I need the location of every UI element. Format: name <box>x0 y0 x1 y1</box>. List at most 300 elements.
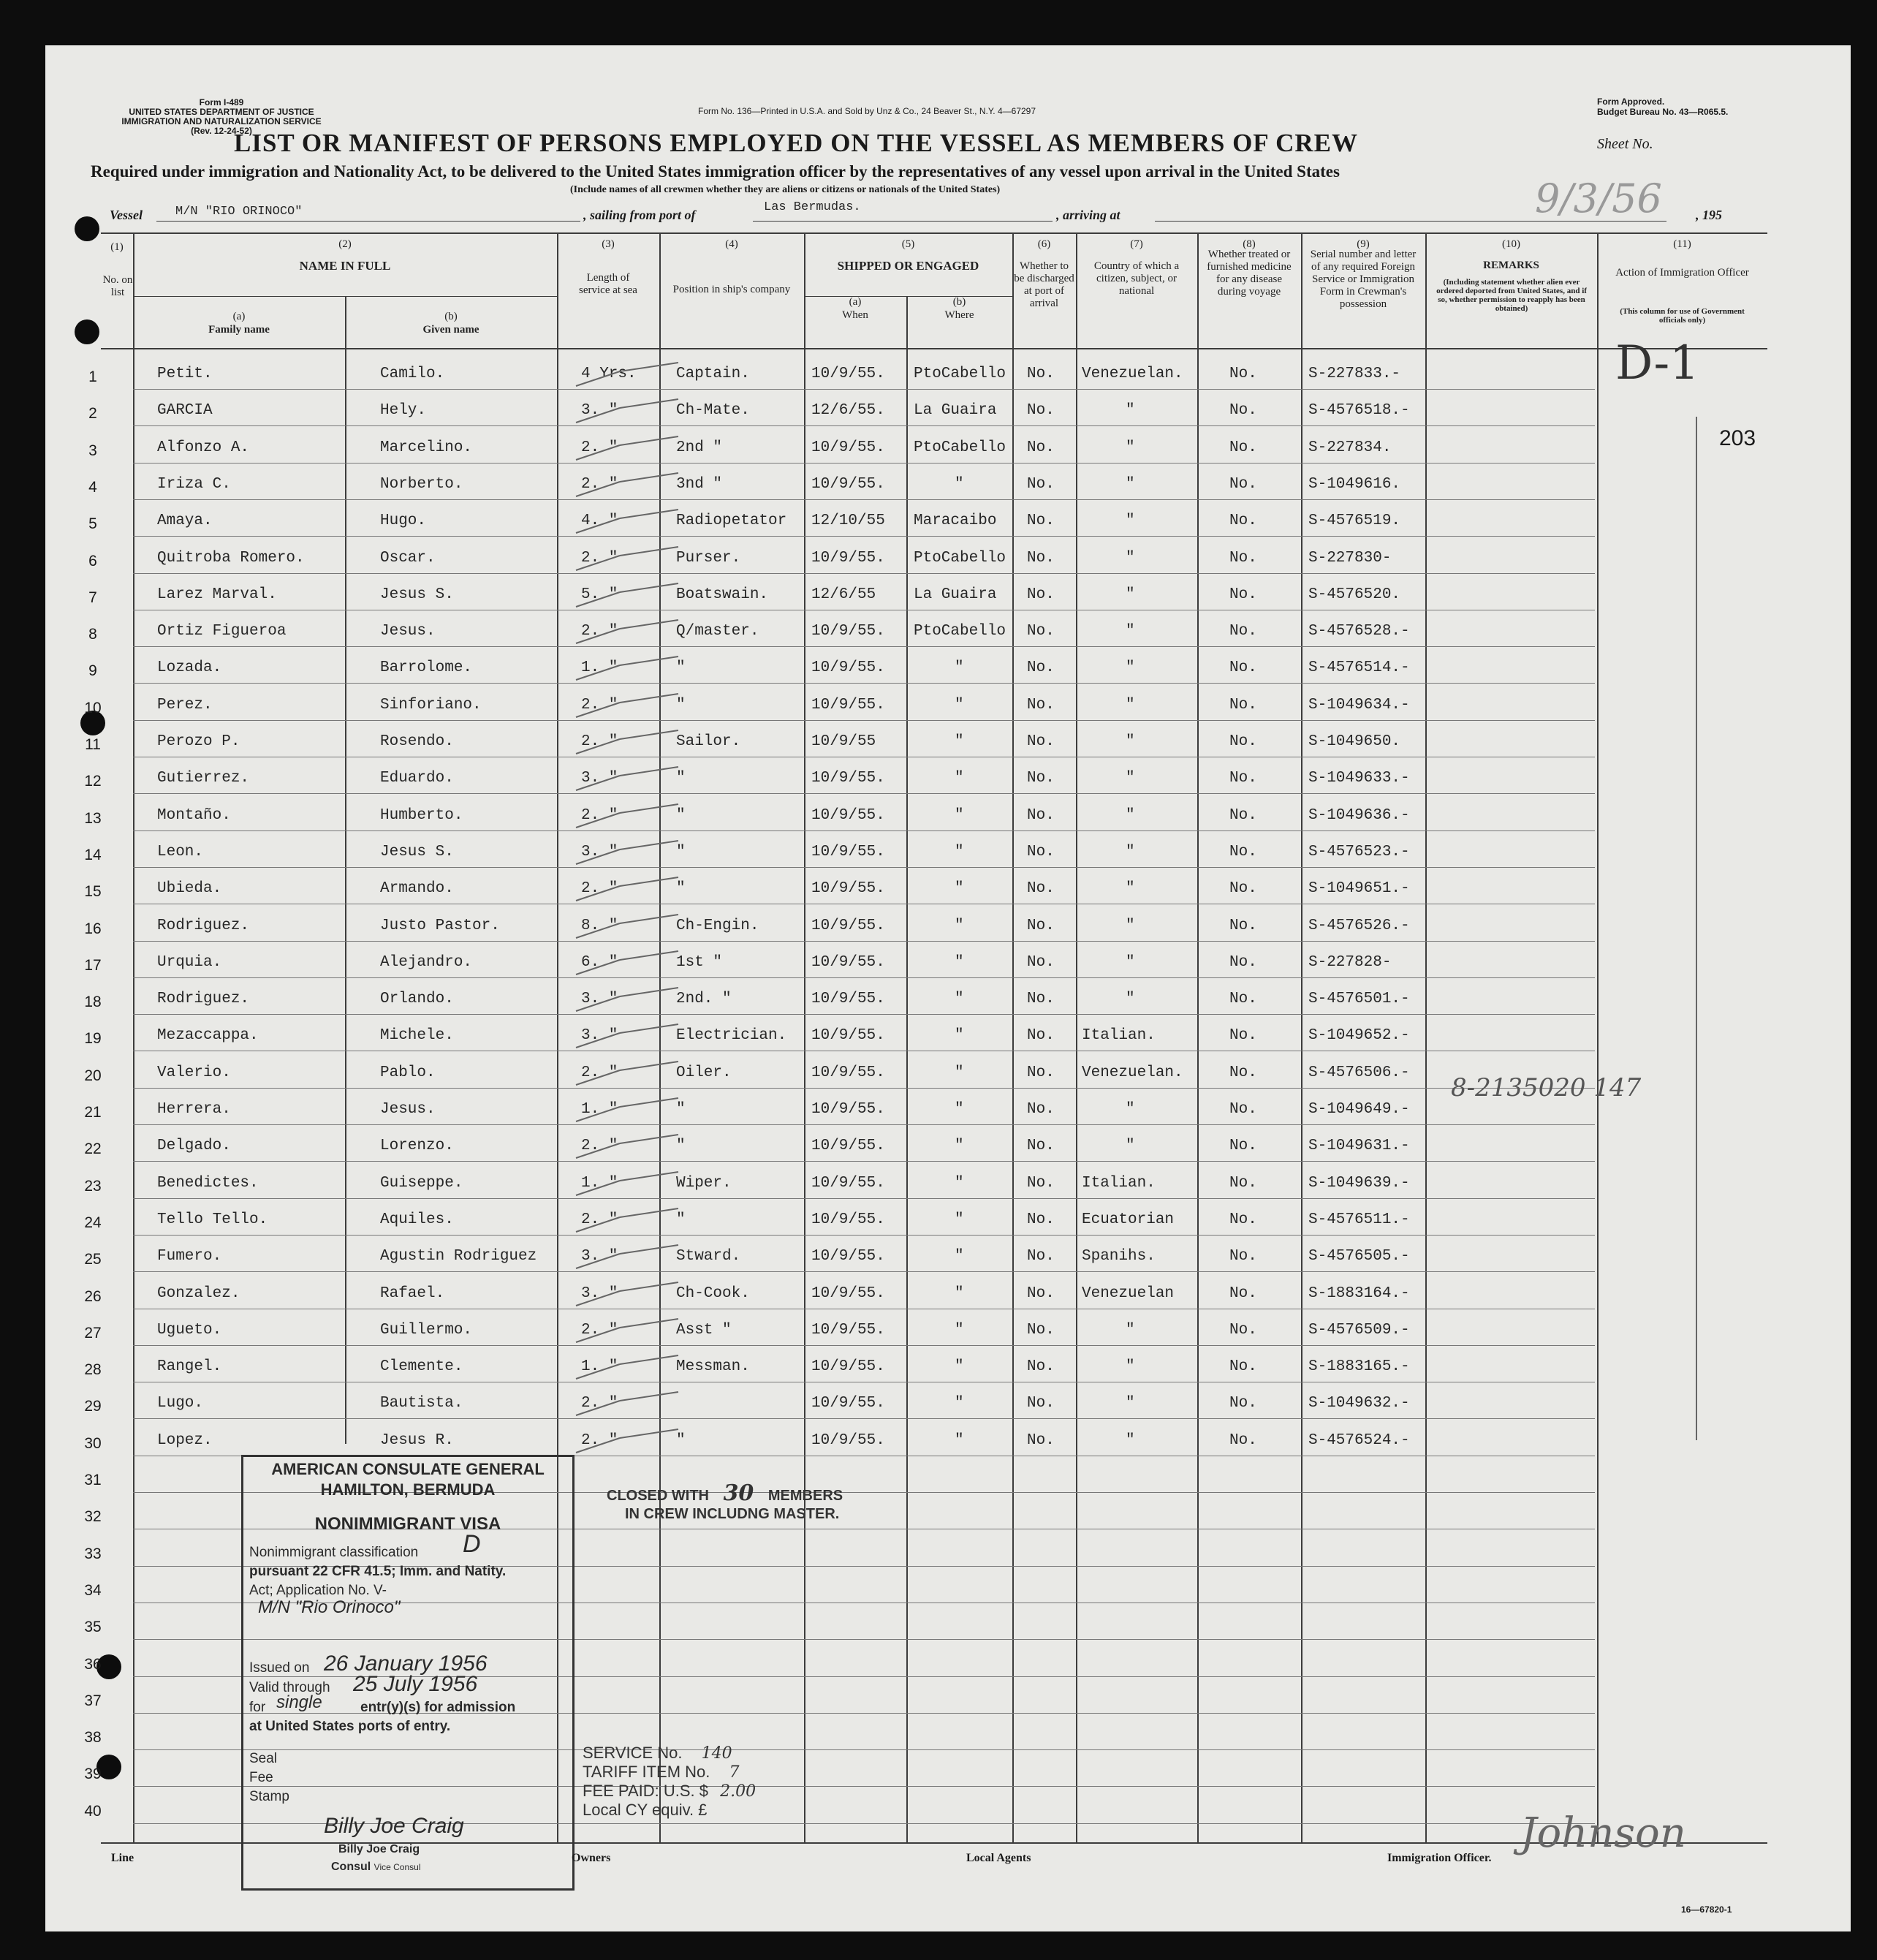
family-name-cell: Lugo. <box>157 1395 204 1412</box>
col-11-number: (11) <box>1673 238 1691 250</box>
budget-bureau: Budget Bureau No. 43—R065.5. <box>1597 107 1729 117</box>
discharged-cell: No. <box>1027 586 1055 603</box>
col-9-header: Serial number and letter of any required Foreign Service or Immigration Form in Crewman's possession <box>1310 249 1417 310</box>
col-divider <box>804 232 805 1842</box>
country-cell: Italian. <box>1082 1174 1156 1192</box>
family-name-cell: Gutierrez. <box>157 770 250 787</box>
discharged-cell: No. <box>1027 770 1055 787</box>
check-mark <box>569 398 700 427</box>
stamp-valid-date: 25 July 1956 <box>353 1672 478 1696</box>
officer-bracket-line <box>1696 417 1697 1440</box>
row-number: 33 <box>84 1545 102 1562</box>
stamp-fee-label: Fee <box>249 1770 273 1785</box>
serial-cell: S-1883165.- <box>1308 1358 1410 1376</box>
family-name-cell: Ugueto. <box>157 1321 222 1339</box>
shipped-where-cell: " <box>955 953 964 971</box>
service-length-cell: 2. " <box>581 1211 618 1228</box>
serial-cell: S-4576511.- <box>1308 1211 1410 1228</box>
medicine-cell: No. <box>1229 1248 1257 1265</box>
service-length-cell: 2. " <box>581 1138 618 1155</box>
stamp-valid-label: Valid through <box>249 1680 330 1695</box>
given-name-cell: Norberto. <box>380 475 463 493</box>
discharged-cell: No. <box>1027 1064 1055 1081</box>
family-name-cell: Iriza C. <box>157 475 231 493</box>
stamp-classification-label: Nonimmigrant classification <box>249 1545 419 1560</box>
position-cell: Sailor. <box>676 733 741 750</box>
service-number-label: SERVICE No. <box>583 1744 683 1762</box>
country-cell: " <box>1126 880 1135 898</box>
country-cell: " <box>1126 623 1135 640</box>
owners-label: Owners <box>572 1852 611 1864</box>
arriving-label: , arriving at <box>1056 208 1120 222</box>
shipped-where-cell: La Guaira <box>914 402 997 420</box>
row-number: 5 <box>88 515 97 533</box>
fee-line <box>583 1782 857 1801</box>
row-rule <box>133 1124 1595 1125</box>
discharged-cell: No. <box>1027 953 1055 971</box>
service-length-cell: 2. " <box>581 1064 618 1081</box>
family-name-cell: Perez. <box>157 696 213 714</box>
col-2-header: NAME IN FULL <box>299 259 391 273</box>
discharged-cell: No. <box>1027 1395 1055 1412</box>
col-divider <box>133 232 134 1842</box>
service-length-cell: 5. " <box>581 586 618 603</box>
check-mark <box>569 803 700 832</box>
row-number: 30 <box>84 1434 102 1452</box>
medicine-cell: No. <box>1229 1138 1257 1155</box>
col-2a-header: Family name <box>208 324 270 336</box>
shipped-where-cell: " <box>955 1321 964 1339</box>
family-name-cell: Petit. <box>157 366 213 382</box>
col-5b-number: (b) <box>952 296 966 308</box>
stamp-signature: Billy Joe Craig <box>324 1814 464 1838</box>
shipped-when-cell: 12/6/55. <box>811 402 885 420</box>
col-divider <box>1425 232 1427 1842</box>
serial-cell: S-227830- <box>1308 549 1392 567</box>
family-name-cell: Lopez. <box>157 1431 213 1449</box>
shipped-where-cell: " <box>955 1395 964 1412</box>
check-mark <box>569 1317 700 1347</box>
shipped-when-cell: 10/9/55. <box>811 623 885 640</box>
medicine-cell: No. <box>1229 475 1257 493</box>
shipped-when-cell: 10/9/55. <box>811 991 885 1008</box>
row-rule <box>133 720 1595 721</box>
check-mark <box>569 472 700 501</box>
row-rule <box>133 499 1595 500</box>
family-name-cell: GARCIA <box>157 402 213 420</box>
closed-note <box>607 1480 843 1523</box>
given-name-cell: Rosendo. <box>380 733 454 750</box>
immigration-officer-label: Immigration Officer. <box>1387 1852 1492 1864</box>
vessel-name: M/N "RIO ORINOCO" <box>175 205 303 219</box>
check-mark <box>569 839 700 869</box>
shipped-where-cell: " <box>955 880 964 898</box>
discharged-cell: No. <box>1027 1174 1055 1192</box>
row-number: 31 <box>84 1472 102 1488</box>
given-name-cell: Clemente. <box>380 1358 463 1376</box>
country-cell: " <box>1126 659 1135 677</box>
row-number: 21 <box>84 1104 102 1121</box>
country-cell: Venezuelan <box>1082 1284 1175 1302</box>
service-length-cell: 2. " <box>581 1321 618 1339</box>
shipped-where-cell: " <box>955 1064 964 1081</box>
family-name-cell: Quitroba Romero. <box>157 549 305 567</box>
country-cell: Venezuelan. <box>1082 366 1183 382</box>
check-mark <box>569 508 700 537</box>
position-cell: " <box>676 659 686 677</box>
vessel-label: Vessel <box>110 208 143 222</box>
given-name-cell: Guillermo. <box>380 1321 473 1339</box>
service-number-line <box>583 1744 857 1763</box>
row-number: 22 <box>84 1140 102 1158</box>
check-mark <box>569 1281 700 1310</box>
serial-cell: S-4576509.- <box>1308 1321 1410 1339</box>
given-name-cell: Eduardo. <box>380 770 454 787</box>
family-name-cell: Rodriguez. <box>157 917 250 934</box>
row-rule <box>133 1088 1595 1089</box>
medicine-cell: No. <box>1229 586 1257 603</box>
row-number: 1 <box>88 368 97 385</box>
row-number: 8 <box>88 626 97 643</box>
form-revision: (Rev. 12-24-52) <box>191 126 252 136</box>
printer-line: Form No. 136—Printed in U.S.A. and Sold by Unz & Co., 24 Beaver St., N.Y. 4—67297 <box>698 106 1036 116</box>
shipped-where-cell: " <box>955 1174 964 1192</box>
serial-cell: S-4576519. <box>1308 512 1401 530</box>
serial-cell: S-227833.- <box>1308 366 1401 382</box>
visa-stamp <box>241 1455 575 1891</box>
closed-line2: IN CREW INCLUDNG MASTER. <box>625 1506 840 1522</box>
stamp-for-value: single <box>276 1692 322 1712</box>
arrival-date-handwritten: 9/3/56 <box>1535 175 1662 222</box>
stamp-visa-type: NONIMMIGRANT VISA <box>314 1514 501 1534</box>
shipped-when-cell: 10/9/55. <box>811 880 885 898</box>
shipped-when-cell: 12/10/55 <box>811 512 885 530</box>
check-mark <box>569 1023 700 1052</box>
position-cell: Boatswain. <box>676 586 769 603</box>
shipped-when-cell: 10/9/55. <box>811 1358 885 1376</box>
row-number: 10 <box>84 699 102 716</box>
col-6-number: (6) <box>1037 238 1051 250</box>
serial-cell: S-1049633.- <box>1308 770 1410 787</box>
given-name-cell: Barrolome. <box>380 659 473 677</box>
serial-cell: S-1049634.- <box>1308 696 1410 714</box>
check-mark <box>569 1060 700 1089</box>
row-number: 38 <box>84 1729 102 1747</box>
check-mark <box>569 765 700 795</box>
check-mark <box>569 582 700 611</box>
row-number: 4 <box>88 478 97 496</box>
col-10-subheader: (Including statement whether alien ever ordered deported from United States, and if so, whether permission to reapply has been obtained) <box>1436 278 1587 313</box>
col-2-number: (2) <box>338 238 352 250</box>
stamp-signer: Billy Joe Craig <box>338 1843 420 1855</box>
given-name-cell: Jesus R. <box>380 1431 454 1449</box>
shipped-when-cell: 10/9/55. <box>811 1321 885 1339</box>
shipped-when-cell: 10/9/55 <box>811 733 876 750</box>
position-cell: " <box>676 696 686 714</box>
country-cell: " <box>1126 549 1135 567</box>
family-name-cell: Herrera. <box>157 1101 231 1118</box>
country-cell: " <box>1126 991 1135 1008</box>
header-bottom-border <box>101 348 1767 349</box>
shipped-where-cell: " <box>955 1211 964 1228</box>
family-name-cell: Rangel. <box>157 1358 222 1376</box>
position-cell: Ch-Mate. <box>676 402 750 420</box>
check-mark <box>569 1428 700 1457</box>
year-label: , 195 <box>1696 208 1722 222</box>
footer-code: 16—67820-1 <box>1681 1904 1732 1915</box>
check-mark <box>569 1133 700 1162</box>
shipped-where-cell: " <box>955 1284 964 1302</box>
service-length-cell: 3. " <box>581 402 618 420</box>
shipped-when-cell: 10/9/55. <box>811 1431 885 1449</box>
col-divider <box>1597 232 1599 1842</box>
medicine-cell: No. <box>1229 1284 1257 1302</box>
medicine-cell: No. <box>1229 991 1257 1008</box>
shipped-where-cell: " <box>955 733 964 750</box>
budget-approval <box>1597 97 1728 117</box>
row-rule <box>133 867 1595 868</box>
position-cell: Electrician. <box>676 1027 787 1045</box>
sheet-number-label: Sheet No. <box>1597 136 1653 152</box>
position-cell: Stward. <box>676 1248 741 1265</box>
service-length-cell: 1. " <box>581 659 618 677</box>
row-number: 15 <box>84 883 102 901</box>
row-rule <box>133 1014 1595 1015</box>
position-cell: Radiopetator <box>676 512 787 530</box>
shipped-where-cell: " <box>955 475 964 493</box>
sailing-underline <box>753 221 1053 222</box>
shipped-when-cell: 10/9/55. <box>811 659 885 677</box>
fee-label: FEE PAID: U.S. $ <box>583 1782 708 1800</box>
shipped-when-cell: 10/9/55. <box>811 1064 885 1081</box>
check-mark <box>569 1354 700 1383</box>
row-rule <box>133 1345 1595 1346</box>
punch-hole <box>75 216 99 241</box>
row-number: 36 <box>84 1655 102 1673</box>
service-length-cell: 2. " <box>581 1395 618 1412</box>
serial-cell: S-1049631.- <box>1308 1138 1410 1155</box>
row-number: 19 <box>84 1030 102 1048</box>
closed-with-label: CLOSED WITH <box>607 1488 709 1504</box>
service-length-cell: 4 Yrs. <box>581 366 637 382</box>
serial-cell: S-1049616. <box>1308 475 1401 493</box>
row-number: 11 <box>85 736 101 753</box>
medicine-cell: No. <box>1229 917 1257 934</box>
position-cell: " <box>676 1138 686 1155</box>
row-rule <box>133 941 1595 942</box>
given-name-cell: Jesus S. <box>380 843 454 860</box>
stamp-seal-label: Seal <box>249 1751 278 1766</box>
serial-cell: S-1883164.- <box>1308 1284 1410 1302</box>
discharged-cell: No. <box>1027 843 1055 860</box>
position-cell: 3nd " <box>676 475 723 493</box>
medicine-cell: No. <box>1229 696 1257 714</box>
discharged-cell: No. <box>1027 880 1055 898</box>
family-name-cell: Benedictes. <box>157 1174 259 1192</box>
medicine-cell: No. <box>1229 1358 1257 1376</box>
row-rule <box>133 1271 1595 1272</box>
row-number: 23 <box>84 1177 102 1195</box>
shipped-where-cell: " <box>955 843 964 860</box>
service-length-cell: 1. " <box>581 1101 618 1118</box>
given-name-cell: Hely. <box>380 402 427 420</box>
discharged-cell: No. <box>1027 366 1055 382</box>
check-mark <box>569 1244 700 1273</box>
row-rule <box>133 425 1595 426</box>
service-length-cell: 2. " <box>581 1431 618 1449</box>
fee-value: 2.00 <box>720 1782 757 1801</box>
family-name-cell: Lozada. <box>157 659 222 677</box>
discharged-cell: No. <box>1027 1211 1055 1228</box>
row-number: 35 <box>84 1619 102 1636</box>
row-number: 2 <box>88 405 97 423</box>
medicine-cell: No. <box>1229 623 1257 640</box>
family-name-cell: Rodriguez. <box>157 991 250 1008</box>
given-name-cell: Michele. <box>380 1027 454 1045</box>
service-length-cell: 2. " <box>581 549 618 567</box>
check-mark <box>569 435 700 464</box>
country-cell: " <box>1126 770 1135 787</box>
country-cell: " <box>1126 1358 1135 1376</box>
country-cell: " <box>1126 475 1135 493</box>
country-cell: " <box>1126 696 1135 714</box>
serial-cell: S-4576518.- <box>1308 402 1410 420</box>
family-name-cell: Mezaccappa. <box>157 1027 259 1045</box>
row-rule <box>133 977 1595 978</box>
position-cell: Wiper. <box>676 1174 732 1192</box>
discharged-cell: No. <box>1027 623 1055 640</box>
country-cell: " <box>1126 1138 1135 1155</box>
row-number: 9 <box>88 662 97 680</box>
country-cell: " <box>1126 917 1135 934</box>
serial-cell: S-4576528.- <box>1308 623 1410 640</box>
col-11-subheader: (This column for use of Government officials only) <box>1620 307 1745 325</box>
shipped-when-cell: 10/9/55. <box>811 917 885 934</box>
check-mark <box>569 729 700 758</box>
col-10-header: REMARKS <box>1483 260 1539 271</box>
service-length-cell: 2. " <box>581 880 618 898</box>
sailing-label: , sailing from port of <box>583 208 696 222</box>
row-rule <box>133 1418 1595 1419</box>
country-cell: " <box>1126 586 1135 603</box>
form-number: Form I-489 <box>199 97 244 107</box>
given-name-cell: Camilo. <box>380 366 445 382</box>
service-length-cell: 1. " <box>581 1358 618 1376</box>
shipped-where-cell: PtoCabello <box>914 623 1006 640</box>
given-name-cell: Humberto. <box>380 806 463 824</box>
serial-cell: S-4576501.- <box>1308 991 1410 1008</box>
given-name-cell: Aquiles. <box>380 1211 454 1228</box>
position-cell: " <box>676 770 686 787</box>
given-name-cell: Bautista. <box>380 1395 463 1412</box>
col-2a-number: (a) <box>232 311 246 322</box>
row-number: 32 <box>84 1508 102 1526</box>
punch-hole <box>75 319 99 344</box>
country-cell: " <box>1126 806 1135 824</box>
stamp-issued-label: Issued on <box>249 1660 310 1676</box>
family-name-cell: Fumero. <box>157 1248 222 1265</box>
medicine-cell: No. <box>1229 733 1257 750</box>
col-7-number: (7) <box>1130 238 1143 250</box>
serial-cell: S-1049639.- <box>1308 1174 1410 1192</box>
col-9-number: (9) <box>1357 238 1370 250</box>
position-cell: " <box>676 1101 686 1118</box>
medicine-cell: No. <box>1229 659 1257 677</box>
shipped-where-cell: PtoCabello <box>914 439 1006 456</box>
country-cell: " <box>1126 1431 1135 1449</box>
family-name-cell: Tello Tello. <box>157 1211 268 1228</box>
form-approved: Form Approved. <box>1597 97 1665 107</box>
stamp-consul-title: Consul <box>331 1861 371 1873</box>
check-mark <box>569 545 700 575</box>
row-rule <box>133 573 1595 574</box>
local-line <box>583 1801 857 1819</box>
position-cell: Captain. <box>676 366 750 382</box>
check-mark <box>569 361 700 390</box>
line-label: Line <box>111 1852 134 1864</box>
position-cell: " <box>676 880 686 898</box>
service-length-cell: 3. " <box>581 1248 618 1265</box>
col-5a-header: When <box>842 309 868 321</box>
given-name-cell: Justo Pastor. <box>380 917 500 934</box>
col-7-header: Country of which a citizen, subject, or national <box>1093 260 1180 297</box>
include-note: (Include names of all crewmen whether they are aliens or citizens or nationals of the United States) <box>570 184 1001 195</box>
position-cell: Purser. <box>676 549 741 567</box>
position-cell: Ch-Engin. <box>676 917 759 934</box>
discharged-cell: No. <box>1027 512 1055 530</box>
department-name: UNITED STATES DEPARTMENT OF JUSTICE <box>129 107 314 117</box>
row-rule <box>133 793 1595 794</box>
shipped-where-cell: PtoCabello <box>914 366 1006 382</box>
col-divider <box>1076 232 1077 1842</box>
row-number: 39 <box>84 1766 102 1783</box>
shipped-when-cell: 10/9/55. <box>811 696 885 714</box>
position-cell: " <box>676 1431 686 1449</box>
row-number: 24 <box>84 1214 102 1231</box>
row-number: 3 <box>88 442 97 459</box>
check-mark <box>569 1390 700 1420</box>
service-box <box>583 1744 857 1819</box>
given-name-cell: Sinforiano. <box>380 696 482 714</box>
family-name-cell: Urquia. <box>157 953 222 971</box>
shipped-when-cell: 10/9/55. <box>811 1101 885 1118</box>
stamp-for-label: for <box>249 1700 266 1715</box>
shipped-when-cell: 10/9/55. <box>811 770 885 787</box>
serial-cell: S-4576506.- <box>1308 1064 1410 1081</box>
stamp-ports: at United States ports of entry. <box>249 1719 451 1734</box>
officer-mark-203: 203 <box>1719 426 1756 450</box>
stamp-consulate: AMERICAN CONSULATE GENERAL <box>271 1460 545 1478</box>
col-2b-number: (b) <box>444 311 458 322</box>
row-number: 7 <box>88 589 97 606</box>
position-cell: 2nd " <box>676 439 723 456</box>
medicine-cell: No. <box>1229 1064 1257 1081</box>
row-rule <box>133 1198 1595 1199</box>
serial-cell: S-1049636.- <box>1308 806 1410 824</box>
row-number: 6 <box>88 552 97 570</box>
discharged-cell: No. <box>1027 991 1055 1008</box>
shipped-where-cell: La Guaira <box>914 586 997 603</box>
shipped-when-cell: 10/9/55. <box>811 475 885 493</box>
service-length-cell: 3. " <box>581 991 618 1008</box>
medicine-cell: No. <box>1229 1211 1257 1228</box>
row-rule <box>133 1161 1595 1162</box>
col-4-header: Position in ship's company <box>672 284 791 295</box>
service-length-cell: 1. " <box>581 1174 618 1192</box>
row-rule <box>133 646 1595 647</box>
row-number: 14 <box>84 846 102 863</box>
page-title: LIST OR MANIFEST OF PERSONS EMPLOYED ON THE VESSEL AS MEMBERS OF CREW <box>234 129 1359 157</box>
